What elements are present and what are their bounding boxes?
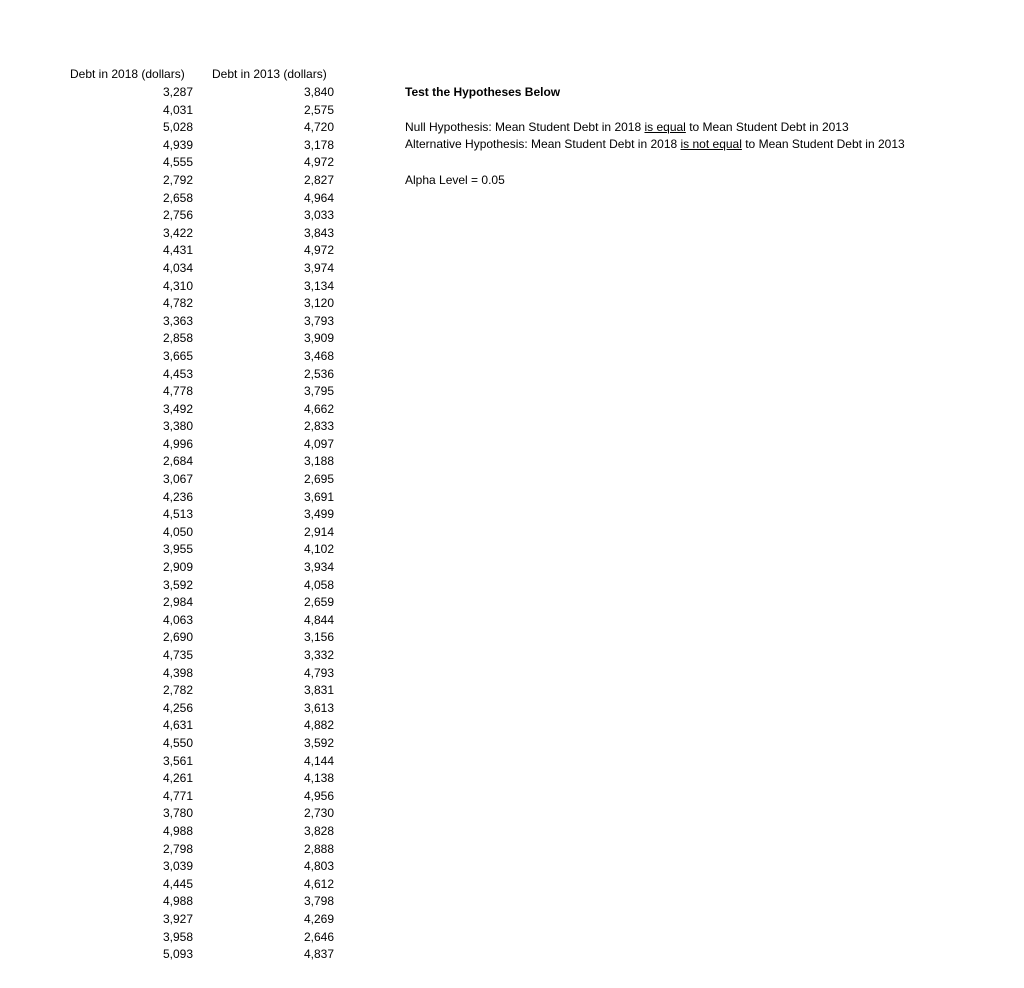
debt-2018-cell[interactable]: 4,453	[162, 366, 193, 381]
alpha-level[interactable]: Alpha Level = 0.05	[405, 173, 505, 187]
debt-2018-cell[interactable]: 4,431	[162, 243, 193, 258]
debt-2018-cell[interactable]: 5,093	[162, 947, 193, 962]
alt-hypothesis-prefix: Alternative Hypothesis: Mean Student Debt in 2018	[405, 137, 681, 151]
column-debt-2013	[260, 84, 334, 964]
debt-2018-cell[interactable]: 3,363	[162, 313, 193, 328]
debt-2013-cell[interactable]: 3,592	[303, 735, 334, 750]
debt-2013-cell[interactable]: 4,662	[303, 401, 334, 416]
debt-2018-cell[interactable]: 4,778	[162, 384, 193, 399]
null-hypothesis-prefix: Null Hypothesis: Mean Student Debt in 2018	[405, 120, 645, 134]
debt-2013-cell[interactable]: 2,914	[303, 524, 334, 539]
debt-2013-cell[interactable]: 4,956	[303, 788, 334, 803]
debt-2013-cell[interactable]: 3,798	[303, 894, 334, 909]
debt-2013-cell[interactable]: 3,909	[303, 331, 334, 346]
debt-2013-cell[interactable]: 4,102	[303, 542, 334, 557]
debt-2018-cell[interactable]: 3,287	[162, 85, 193, 99]
debt-2013-cell[interactable]: 2,536	[303, 366, 334, 381]
debt-2013-cell[interactable]: 2,695	[303, 472, 334, 487]
debt-2018-cell[interactable]: 4,513	[162, 507, 193, 522]
debt-2013-cell[interactable]: 3,134	[303, 278, 334, 293]
debt-2013-cell[interactable]: 3,795	[303, 384, 334, 399]
debt-2013-cell[interactable]: 3,840	[303, 85, 334, 99]
debt-2018-cell[interactable]: 2,858	[162, 331, 193, 346]
debt-2018-cell[interactable]: 4,261	[162, 771, 193, 786]
hypotheses-title[interactable]: Test the Hypotheses Below	[405, 85, 561, 99]
debt-2018-cell[interactable]: 5,028	[162, 120, 193, 135]
debt-2013-cell[interactable]: 4,612	[303, 876, 334, 891]
debt-2013-cell[interactable]: 4,058	[303, 577, 334, 592]
debt-2018-cell[interactable]: 4,063	[162, 612, 193, 627]
debt-2013-cell[interactable]: 4,720	[303, 120, 334, 135]
debt-2013-cell[interactable]: 2,827	[303, 172, 334, 187]
debt-2013-cell[interactable]: 3,332	[303, 648, 334, 662]
debt-2013-cell[interactable]: 3,828	[303, 823, 334, 838]
debt-2018-cell[interactable]: 4,236	[162, 489, 193, 504]
debt-2013-cell[interactable]: 4,837	[303, 947, 334, 962]
debt-2018-cell[interactable]: 4,555	[162, 155, 193, 170]
debt-2018-cell[interactable]: 4,031	[162, 102, 193, 117]
debt-2013-cell[interactable]: 2,646	[303, 929, 334, 944]
alternative-hypothesis[interactable]	[405, 136, 905, 153]
debt-2013-cell[interactable]: 4,964	[303, 190, 334, 205]
debt-2018-cell[interactable]: 4,034	[162, 260, 193, 275]
debt-2018-cell[interactable]: 3,380	[162, 419, 193, 434]
debt-2013-cell[interactable]: 4,972	[303, 155, 334, 170]
debt-2018-cell[interactable]: 4,050	[162, 524, 193, 539]
debt-2018-cell[interactable]: 2,782	[162, 683, 193, 698]
debt-2013-cell[interactable]: 4,138	[303, 771, 334, 786]
debt-2013-cell[interactable]: 2,659	[303, 595, 334, 610]
debt-2018-cell[interactable]: 2,984	[162, 595, 193, 610]
debt-2013-cell[interactable]: 4,844	[303, 612, 334, 627]
debt-2018-cell[interactable]: 3,927	[162, 911, 193, 926]
debt-2013-cell[interactable]: 3,178	[303, 137, 334, 152]
alt-hypothesis-relation: is not equal	[680, 137, 742, 151]
debt-2018-cell[interactable]: 3,955	[162, 542, 193, 557]
alt-hypothesis-suffix: to Mean Student Debt in 2013	[741, 137, 905, 151]
debt-2018-cell[interactable]: 4,735	[162, 648, 193, 662]
debt-2018-cell[interactable]: 2,792	[162, 172, 193, 187]
column-debt-2018	[120, 84, 193, 964]
debt-2013-cell[interactable]: 4,097	[303, 436, 334, 451]
debt-2018-cell[interactable]: 4,398	[162, 665, 193, 680]
debt-2013-cell[interactable]: 3,468	[303, 348, 334, 363]
debt-2018-cell[interactable]: 4,631	[162, 718, 193, 733]
debt-2018-cell[interactable]: 4,771	[162, 788, 193, 803]
debt-2018-cell[interactable]: 3,039	[162, 859, 193, 874]
debt-2018-cell[interactable]: 4,782	[162, 296, 193, 311]
debt-2018-cell[interactable]: 4,939	[162, 137, 193, 152]
debt-2013-cell[interactable]: 4,269	[303, 911, 334, 926]
debt-2018-cell[interactable]: 3,422	[162, 225, 193, 240]
debt-2013-cell[interactable]: 2,575	[303, 102, 334, 117]
debt-2018-cell[interactable]: 2,798	[162, 841, 193, 856]
debt-2013-cell[interactable]: 4,793	[303, 665, 334, 680]
debt-2013-cell[interactable]: 2,833	[303, 419, 334, 434]
debt-2018-cell[interactable]: 3,665	[162, 348, 193, 363]
debt-2013-cell[interactable]: 3,793	[303, 313, 334, 328]
debt-2013-cell[interactable]: 4,803	[303, 859, 334, 874]
debt-2018-cell[interactable]: 4,310	[162, 278, 193, 293]
null-hypothesis[interactable]	[405, 119, 849, 136]
debt-2013-cell[interactable]: 4,882	[303, 718, 334, 733]
debt-2018-cell[interactable]: 2,658	[162, 190, 193, 205]
debt-2018-cell[interactable]: 2,909	[162, 560, 193, 575]
debt-2018-cell[interactable]: 2,690	[162, 630, 193, 645]
debt-2013-cell[interactable]: 3,831	[303, 683, 334, 698]
debt-2013-cell[interactable]: 3,499	[303, 507, 334, 522]
debt-2013-cell[interactable]: 3,974	[303, 260, 334, 275]
debt-2013-cell[interactable]: 3,613	[303, 700, 334, 715]
debt-2013-cell[interactable]: 3,843	[303, 225, 334, 240]
debt-2013-cell[interactable]: 3,934	[303, 560, 334, 575]
debt-2013-cell[interactable]: 4,144	[303, 753, 334, 768]
header-debt-2018[interactable]: Debt in 2018 (dollars)	[70, 67, 185, 81]
debt-2018-cell[interactable]: 4,550	[162, 735, 193, 750]
debt-2013-cell[interactable]: 3,188	[303, 454, 334, 469]
debt-2018-cell[interactable]: 3,780	[162, 806, 193, 821]
debt-2018-cell[interactable]: 3,067	[162, 472, 193, 487]
debt-2018-cell[interactable]: 2,684	[162, 454, 193, 469]
debt-2018-cell[interactable]: 3,958	[162, 929, 193, 944]
debt-2018-cell[interactable]: 4,988	[162, 823, 193, 838]
debt-2013-cell[interactable]: 4,972	[303, 243, 334, 258]
debt-2013-cell[interactable]: 3,120	[303, 296, 334, 311]
null-hypothesis-suffix: to Mean Student Debt in 2013	[685, 120, 849, 134]
debt-2013-cell[interactable]: 2,888	[303, 841, 334, 856]
debt-2018-cell[interactable]: 3,561	[162, 753, 193, 768]
null-hypothesis-relation: is equal	[644, 120, 686, 134]
debt-2018-cell[interactable]: 3,492	[162, 401, 193, 416]
debt-2018-cell[interactable]: 4,996	[162, 436, 193, 451]
debt-2018-cell[interactable]: 3,592	[162, 577, 193, 592]
debt-2013-cell[interactable]: 2,730	[303, 806, 334, 821]
debt-2013-cell[interactable]: 3,033	[303, 208, 334, 223]
debt-2018-cell[interactable]: 4,445	[162, 876, 193, 891]
debt-2013-cell[interactable]: 3,156	[303, 630, 334, 645]
debt-2018-cell[interactable]: 4,256	[162, 700, 193, 715]
debt-2018-cell[interactable]: 4,988	[162, 894, 193, 909]
header-debt-2013[interactable]: Debt in 2013 (dollars)	[212, 67, 327, 81]
debt-2013-cell[interactable]: 3,691	[303, 489, 334, 504]
debt-2018-cell[interactable]: 2,756	[162, 208, 193, 223]
